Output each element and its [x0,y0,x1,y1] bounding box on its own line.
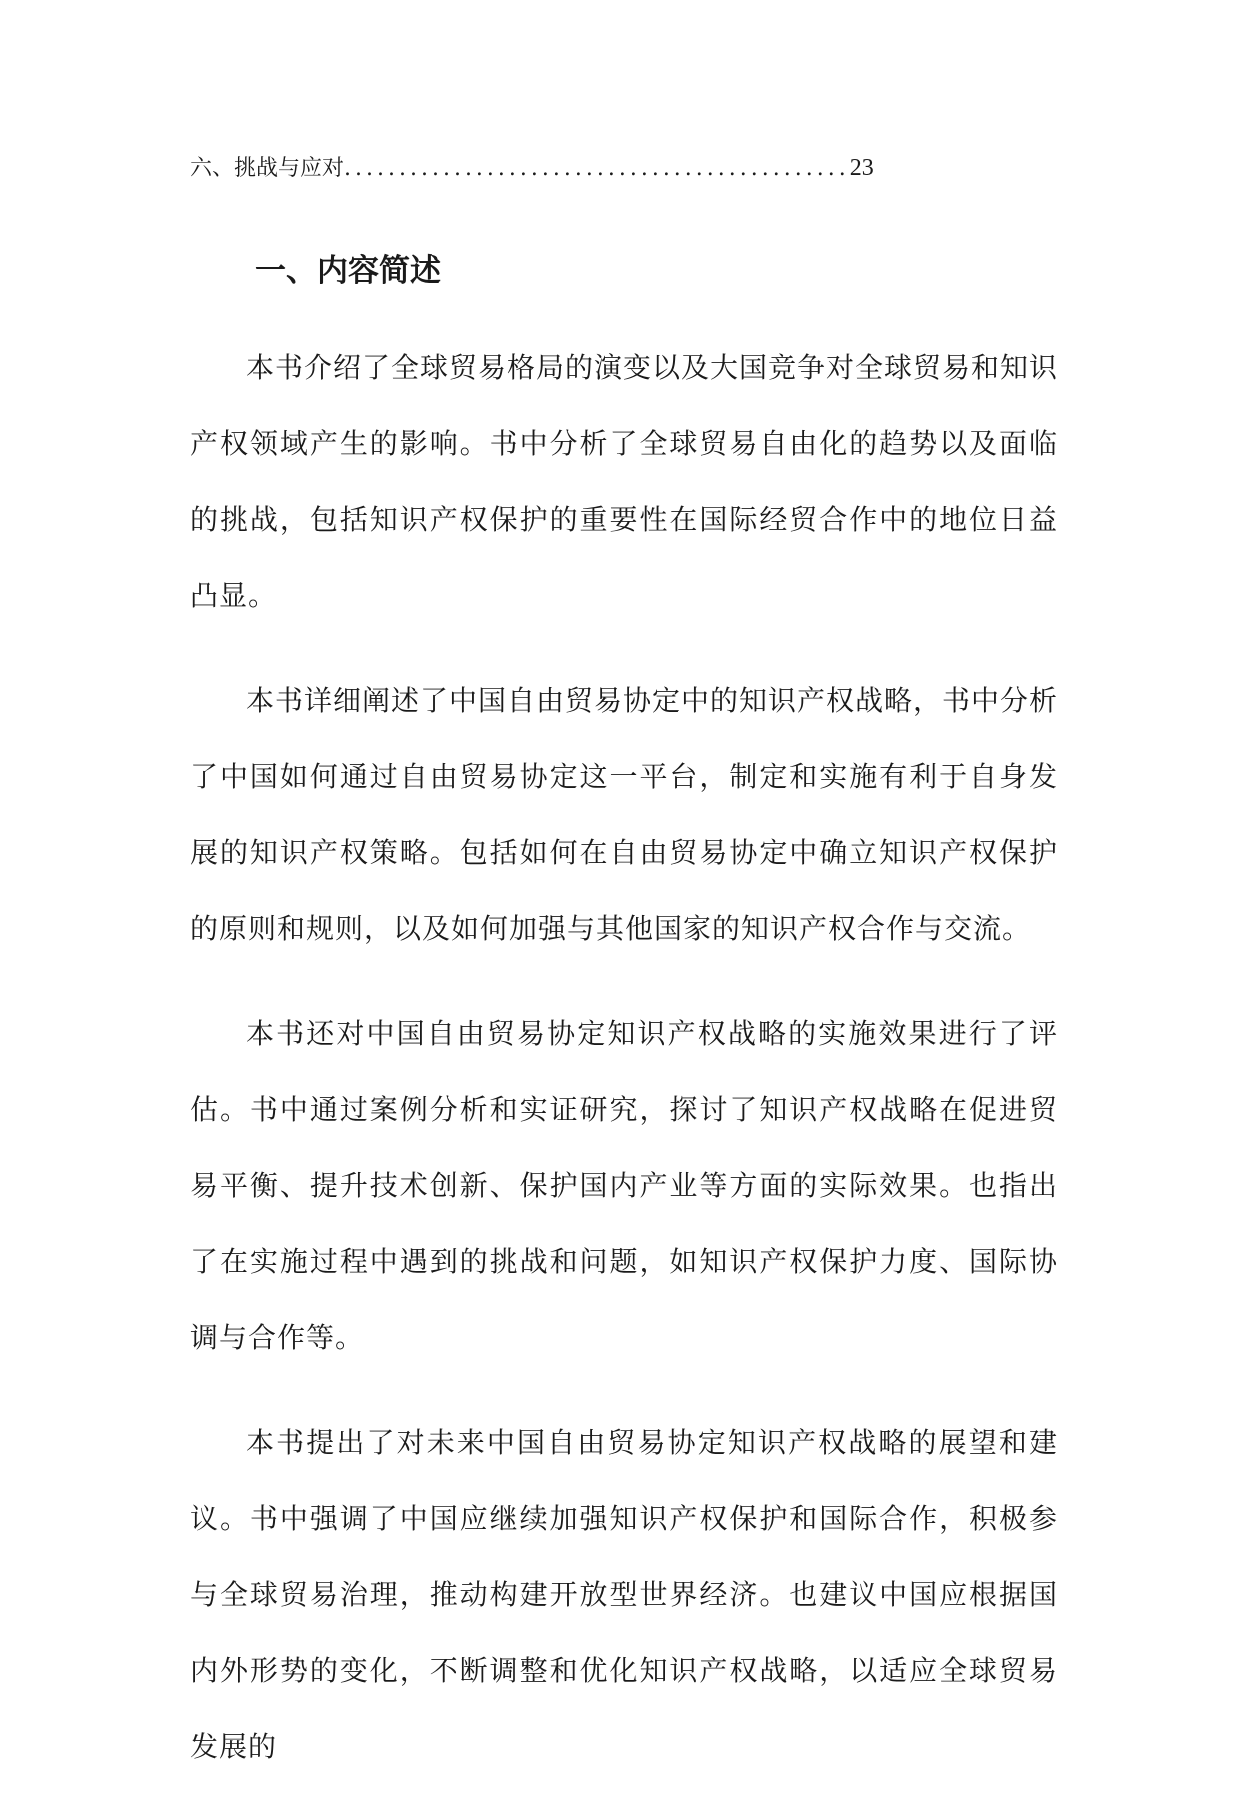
paragraph: 本书介绍了全球贸易格局的演变以及大国竞争对全球贸易和知识产权领域产生的影响。书中分析了全球贸易自由化的趋势以及面临的挑战，包括知识产权保护的重要性在国际经贸合作中的地位日益凸显。 [190,351,1059,612]
toc-leader-dots: .............................................. [344,156,850,181]
section-heading: 一、内容简述 [255,253,441,289]
toc-page-number: 23 [849,155,874,181]
paragraph: 本书还对中国自由贸易协定知识产权战略的实施效果进行了评估。书中通过案例分析和实证研究，探讨了知识产权战略在促进贸易平衡、提升技术创新、保护国内产业等方面的实际效果。也指出了在实施过程中遇到的挑战和问题，如知识产权保护力度、国际协调与合作等。 [190,1017,1058,1354]
toc-entry-label: 六、挑战与应对 [190,156,345,181]
paragraph: 本书详细阐述了中国自由贸易协定中的知识产权战略，书中分析了中国如何通过自由贸易协定这一平台，制定和实施有利于自身发展的知识产权策略。包括如何在自由贸易协定中确立知识产权保护的原则和规则，以及如何加强与其他国家的知识产权合作与交流。 [190,684,1059,945]
section-body [190,330,1058,1814]
paragraph: 本书提出了对未来中国自由贸易协定知识产权战略的展望和建议。书中强调了中国应继续加强知识产权保护和国际合作，积极参与全球贸易治理，推动构建开放型世界经济。也建议中国应根据国内外形势的变化，不断调整和优化知识产权战略，以适应全球贸易发展的 [190,1426,1058,1763]
toc-entry[interactable] [190,150,950,186]
